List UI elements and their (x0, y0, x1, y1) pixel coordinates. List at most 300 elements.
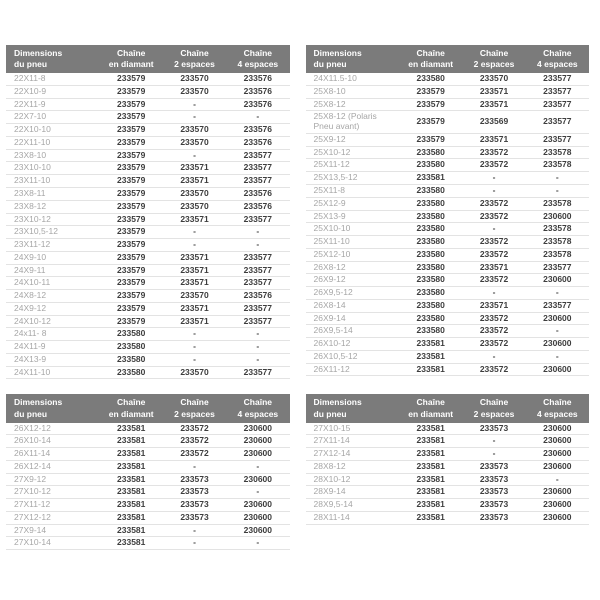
part-number: 233571 (163, 264, 226, 277)
part-number: 233579 (100, 239, 163, 252)
tire-dimension: 26X12-12 (6, 423, 100, 435)
part-number: 233577 (526, 299, 589, 312)
part-number: 233577 (526, 98, 589, 111)
table-row (306, 499, 590, 512)
part-number: 233571 (462, 98, 525, 111)
part-number: 233571 (163, 277, 226, 290)
column-header: Chaîne 2 espaces (462, 394, 525, 422)
part-number: 233580 (100, 366, 163, 379)
part-number: 233581 (399, 499, 462, 512)
part-number: 233577 (526, 111, 589, 134)
tire-dimension: 26X10-14 (6, 435, 100, 448)
tire-dimension: 28X11-14 (306, 511, 400, 524)
part-number: 233577 (226, 149, 289, 162)
part-number: 233579 (100, 149, 163, 162)
part-number: - (226, 341, 289, 354)
tire-dimension: 26X9,5-12 (306, 287, 400, 300)
table-row (306, 172, 590, 185)
part-number: 230600 (226, 499, 289, 512)
part-number: 230600 (526, 511, 589, 524)
part-number: 233579 (100, 136, 163, 149)
table-row (6, 499, 290, 512)
part-number: - (226, 111, 289, 124)
part-number: - (462, 184, 525, 197)
table-row (6, 473, 290, 486)
part-number: 233580 (399, 184, 462, 197)
part-number: - (163, 524, 226, 537)
table-row (306, 236, 590, 249)
table-row (306, 350, 590, 363)
part-number: 233581 (399, 350, 462, 363)
part-number: 233579 (100, 251, 163, 264)
part-number: 233577 (226, 277, 289, 290)
part-number: 233570 (163, 290, 226, 303)
tire-dimension: 23X10-10 (6, 162, 100, 175)
part-number: 230600 (226, 435, 289, 448)
part-number: 233581 (399, 486, 462, 499)
tire-chain-table-bottom-right (306, 394, 590, 524)
tire-dimension: 24X9-11 (6, 264, 100, 277)
table-row (306, 363, 590, 376)
tire-dimension: 23X8-11 (6, 187, 100, 200)
tire-dimension: 23X10,5-12 (6, 226, 100, 239)
tire-dimension: 22X11-8 (6, 73, 100, 85)
part-number: 233579 (100, 175, 163, 188)
table-row (306, 159, 590, 172)
table-row (306, 248, 590, 261)
part-number: 233577 (226, 315, 289, 328)
part-number: 233581 (399, 460, 462, 473)
part-number: 233579 (100, 124, 163, 137)
tire-dimension: 22X11-9 (6, 98, 100, 111)
tire-dimension: 27X12-14 (306, 448, 400, 461)
part-number: 233571 (462, 261, 525, 274)
part-number: 233580 (399, 325, 462, 338)
tire-dimension: 25X10-12 (306, 146, 400, 159)
part-number: 233571 (462, 85, 525, 98)
part-number: 233572 (163, 448, 226, 461)
part-number: 233572 (163, 435, 226, 448)
column-header: Chaîne en diamant (100, 394, 163, 422)
part-number: - (163, 239, 226, 252)
tire-dimension: 23X11-10 (6, 175, 100, 188)
part-number: 233577 (526, 261, 589, 274)
part-number: 230600 (526, 499, 589, 512)
tire-dimension: 28X8-12 (306, 460, 400, 473)
part-number: 230600 (226, 448, 289, 461)
part-number: 233580 (100, 328, 163, 341)
part-number: 233580 (399, 159, 462, 172)
tire-dimension: 24X9-10 (6, 251, 100, 264)
table-row (6, 124, 290, 137)
part-number: 230600 (526, 210, 589, 223)
tire-dimension: 26X9,5-14 (306, 325, 400, 338)
part-number: 233577 (526, 85, 589, 98)
part-number: 233578 (526, 236, 589, 249)
table-row (6, 290, 290, 303)
part-number: 233577 (226, 302, 289, 315)
part-number: 233581 (100, 524, 163, 537)
table-row (6, 111, 290, 124)
part-number: 233571 (163, 315, 226, 328)
part-number: 233570 (163, 136, 226, 149)
part-number: - (163, 226, 226, 239)
part-number: 233579 (100, 98, 163, 111)
tire-dimension: 27X10-15 (306, 423, 400, 435)
part-number: - (163, 353, 226, 366)
part-number: 233576 (226, 73, 289, 85)
part-number: 233581 (399, 172, 462, 185)
table-row (6, 200, 290, 213)
tire-dimension: 26X10-12 (306, 338, 400, 351)
part-number: 233579 (100, 315, 163, 328)
part-number: 233573 (462, 486, 525, 499)
tire-dimension: 24X11-10 (6, 366, 100, 379)
tire-dimension: 24X9-12 (6, 302, 100, 315)
part-number: 233579 (100, 213, 163, 226)
table-row (6, 353, 290, 366)
part-number: 230600 (526, 460, 589, 473)
table-row (6, 435, 290, 448)
column-header: Chaîne 4 espaces (226, 394, 289, 422)
part-number: - (526, 325, 589, 338)
part-number: 233573 (163, 511, 226, 524)
part-number: 233579 (100, 200, 163, 213)
part-number: 233581 (399, 338, 462, 351)
tire-dimension: 24X13-9 (6, 353, 100, 366)
column-header: Dimensions du pneu (6, 394, 100, 422)
part-number: 233581 (100, 423, 163, 435)
table-row (306, 423, 590, 435)
part-number: 233580 (399, 146, 462, 159)
tire-dimension: 25X10-10 (306, 223, 400, 236)
table-row (6, 98, 290, 111)
table-row (306, 460, 590, 473)
part-number: 233573 (462, 511, 525, 524)
tire-dimension: 24X11.5-10 (306, 73, 400, 85)
table-row (6, 302, 290, 315)
part-number: 233572 (462, 363, 525, 376)
part-number: 230600 (526, 338, 589, 351)
part-number: 233581 (100, 435, 163, 448)
table-row (306, 210, 590, 223)
tire-dimension: 27X9-12 (6, 473, 100, 486)
column-header: Chaîne 2 espaces (163, 394, 226, 422)
part-number: - (526, 184, 589, 197)
tire-dimension: 26X11-12 (306, 363, 400, 376)
table-row (6, 341, 290, 354)
part-number: 233573 (163, 473, 226, 486)
table-row (306, 338, 590, 351)
part-number: 233576 (226, 124, 289, 137)
table-row (6, 226, 290, 239)
part-number: 233570 (163, 187, 226, 200)
part-number: 233579 (100, 85, 163, 98)
part-number: 233569 (462, 111, 525, 134)
part-number: 233572 (462, 312, 525, 325)
tire-dimension: 22X7-10 (6, 111, 100, 124)
tire-dimension: 23X11-12 (6, 239, 100, 252)
part-number: 233570 (163, 366, 226, 379)
part-number: 233581 (100, 499, 163, 512)
tire-dimension: 26X8-14 (306, 299, 400, 312)
table-row (6, 277, 290, 290)
part-number: - (226, 239, 289, 252)
part-number: 233572 (462, 274, 525, 287)
table-row (6, 239, 290, 252)
part-number: 233572 (462, 210, 525, 223)
part-number: 233579 (100, 264, 163, 277)
part-number: 233572 (462, 236, 525, 249)
column-header: Chaîne en diamant (399, 394, 462, 422)
part-number: 233579 (399, 133, 462, 146)
table-row (6, 328, 290, 341)
table-row (306, 325, 590, 338)
part-number: 233570 (163, 73, 226, 85)
part-number: 233577 (526, 133, 589, 146)
part-number: - (163, 328, 226, 341)
part-number: 233581 (100, 460, 163, 473)
tire-dimension: 26X11-14 (6, 448, 100, 461)
table-row (6, 524, 290, 537)
part-number: 233576 (226, 187, 289, 200)
tire-dimension: 25X8-12 (Polaris Pneu avant) (306, 111, 400, 134)
table-row (6, 537, 290, 550)
tire-dimension: 25X13-9 (306, 210, 400, 223)
part-number: 233572 (462, 248, 525, 261)
part-number: - (163, 98, 226, 111)
table-row (306, 98, 590, 111)
part-number: 233579 (100, 111, 163, 124)
part-number: 233577 (226, 175, 289, 188)
part-number: 233578 (526, 159, 589, 172)
part-number: - (163, 341, 226, 354)
table-row (306, 111, 590, 134)
part-number: 233573 (462, 473, 525, 486)
part-number: - (163, 537, 226, 550)
part-number: - (462, 223, 525, 236)
part-number: 233580 (399, 274, 462, 287)
part-number: 233580 (399, 197, 462, 210)
column-header: Chaîne 2 espaces (462, 45, 525, 73)
part-number: 233580 (399, 210, 462, 223)
table-row (306, 511, 590, 524)
part-number: 233572 (462, 159, 525, 172)
tire-dimension: 25X12-9 (306, 197, 400, 210)
part-number: - (226, 460, 289, 473)
table-row (6, 162, 290, 175)
table-row (306, 85, 590, 98)
part-number: 233573 (163, 499, 226, 512)
part-number: 233576 (226, 200, 289, 213)
part-number: 233581 (399, 473, 462, 486)
table-row (306, 133, 590, 146)
part-number: 233578 (526, 146, 589, 159)
tire-dimension: 26X12-14 (6, 460, 100, 473)
tire-dimension: 27X12-12 (6, 511, 100, 524)
part-number: 230600 (526, 312, 589, 325)
header-row (306, 394, 590, 422)
table-row (6, 423, 290, 435)
table-row (306, 223, 590, 236)
table-row (306, 197, 590, 210)
part-number: 233581 (399, 423, 462, 435)
part-number: 233572 (462, 338, 525, 351)
part-number: 230600 (226, 511, 289, 524)
part-number: 233579 (399, 98, 462, 111)
table-row (306, 448, 590, 461)
table-row (306, 287, 590, 300)
part-number: - (526, 473, 589, 486)
part-number: 233579 (100, 290, 163, 303)
column-header: Chaîne en diamant (100, 45, 163, 73)
part-number: 233577 (226, 162, 289, 175)
part-number: 233577 (226, 251, 289, 264)
part-number: 233579 (100, 187, 163, 200)
part-number: 233571 (462, 299, 525, 312)
part-number: 233576 (226, 98, 289, 111)
table-row (6, 251, 290, 264)
tire-dimension: 26X9-12 (306, 274, 400, 287)
table-row (306, 473, 590, 486)
column-header: Chaîne en diamant (399, 45, 462, 73)
part-number: 233577 (226, 213, 289, 226)
table-row (6, 264, 290, 277)
part-number: 233579 (399, 85, 462, 98)
column-header: Dimensions du pneu (306, 394, 400, 422)
tire-dimension: 28X10-12 (306, 473, 400, 486)
table-row (6, 136, 290, 149)
part-number: 233579 (399, 111, 462, 134)
part-number: - (163, 149, 226, 162)
part-number: 233581 (399, 511, 462, 524)
part-number: 233580 (399, 287, 462, 300)
column-header: Chaîne 2 espaces (163, 45, 226, 73)
part-number: 230600 (526, 448, 589, 461)
part-number: 233570 (163, 200, 226, 213)
tire-dimension: 26X9-14 (306, 312, 400, 325)
part-number: - (462, 350, 525, 363)
tire-dimension: 22X10-9 (6, 85, 100, 98)
tire-dimension: 24X10-11 (6, 277, 100, 290)
part-number: - (163, 460, 226, 473)
part-number: 233573 (462, 423, 525, 435)
tire-dimension: 26X10,5-12 (306, 350, 400, 363)
table-row (306, 486, 590, 499)
table-row (306, 184, 590, 197)
part-number: - (526, 287, 589, 300)
part-number: 233580 (399, 73, 462, 85)
column-header: Chaîne 4 espaces (526, 394, 589, 422)
part-number: 233579 (100, 226, 163, 239)
table-row (306, 146, 590, 159)
part-number: 233578 (526, 248, 589, 261)
table-row (6, 175, 290, 188)
tire-dimension: 25X11-8 (306, 184, 400, 197)
tire-dimension: 23X8-12 (6, 200, 100, 213)
part-number: - (226, 537, 289, 550)
table-row (6, 149, 290, 162)
tire-chain-table-top-right (306, 45, 590, 376)
part-number: 233572 (462, 197, 525, 210)
tire-dimension: 22X10-10 (6, 124, 100, 137)
table-row (6, 315, 290, 328)
table-row (6, 486, 290, 499)
part-number: - (163, 111, 226, 124)
tire-dimension: 24X8-12 (6, 290, 100, 303)
part-number: 233573 (462, 499, 525, 512)
tire-dimension: 27X11-14 (306, 435, 400, 448)
tire-dimension: 25X8-10 (306, 85, 400, 98)
tire-chain-table-top-left (6, 45, 290, 379)
table-row (306, 435, 590, 448)
part-number: 230600 (526, 486, 589, 499)
part-number: 233580 (399, 312, 462, 325)
tire-dimension: 24X11-9 (6, 341, 100, 354)
tire-dimension: 27X10-12 (6, 486, 100, 499)
tire-dimension: 28X9-14 (306, 486, 400, 499)
header-row (306, 45, 590, 73)
tire-dimension: 27X10-14 (6, 537, 100, 550)
table-row (306, 312, 590, 325)
part-number: 233579 (100, 162, 163, 175)
part-number: 233579 (100, 277, 163, 290)
part-number: 233578 (526, 197, 589, 210)
part-number: - (462, 435, 525, 448)
part-number: 233570 (163, 124, 226, 137)
part-number: 233579 (100, 73, 163, 85)
table-row (6, 187, 290, 200)
part-number: 233580 (399, 236, 462, 249)
column-header: Dimensions du pneu (6, 45, 100, 73)
part-number: 230600 (526, 423, 589, 435)
part-number: 233581 (399, 448, 462, 461)
part-number: 233580 (100, 353, 163, 366)
part-number: 233573 (462, 460, 525, 473)
tire-dimension: 26X8-12 (306, 261, 400, 274)
table-row (306, 261, 590, 274)
part-number: 233571 (163, 175, 226, 188)
part-number: 233572 (462, 325, 525, 338)
part-number: 230600 (526, 363, 589, 376)
part-number: 233581 (399, 435, 462, 448)
part-number: 233577 (526, 73, 589, 85)
part-number: 233578 (526, 223, 589, 236)
part-number: 233571 (163, 251, 226, 264)
tire-dimension: 27X11-12 (6, 499, 100, 512)
column-header: Dimensions du pneu (306, 45, 400, 73)
part-number: 233576 (226, 85, 289, 98)
table-row (6, 73, 290, 85)
part-number: - (226, 226, 289, 239)
part-number: 230600 (526, 435, 589, 448)
part-number: 233581 (100, 473, 163, 486)
table-row (6, 366, 290, 379)
part-number: 233570 (163, 85, 226, 98)
tire-dimension: 28X9,5-14 (306, 499, 400, 512)
part-number: - (462, 287, 525, 300)
part-number: 230600 (226, 473, 289, 486)
part-number: 230600 (526, 274, 589, 287)
column-header: Chaîne 4 espaces (526, 45, 589, 73)
part-number: 233580 (399, 248, 462, 261)
table-row (306, 274, 590, 287)
table-row (306, 73, 590, 85)
part-number: - (226, 328, 289, 341)
part-number: 233581 (100, 448, 163, 461)
header-row (6, 394, 290, 422)
part-number: 233572 (163, 423, 226, 435)
